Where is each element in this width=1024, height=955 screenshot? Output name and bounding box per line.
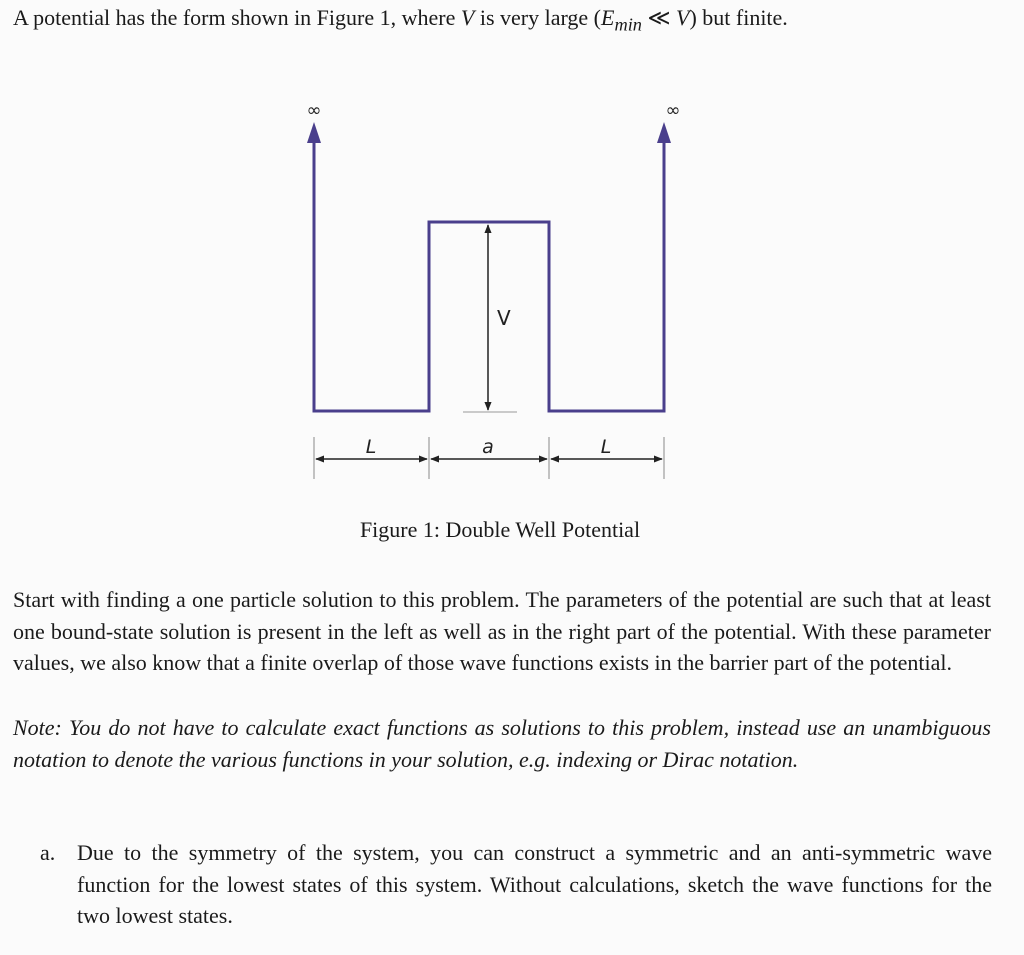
e-subscript: min <box>614 14 642 35</box>
right-wall-arrowhead <box>657 122 671 143</box>
potential-outline <box>314 135 664 411</box>
barrier-height-label: V <box>497 306 511 330</box>
var-v-second: V <box>675 5 690 30</box>
list-item <box>40 837 992 932</box>
note-paragraph: Note: You do not have to calculate exact functions as solutions to this problem, instead use an unambiguous notation to denote the various functions in your solution, e.g. indexing or Dirac notation. <box>13 715 991 772</box>
list-item-marker: a. <box>40 840 56 865</box>
barrier-width-label: a <box>482 436 494 458</box>
problem-paragraph: Start with finding a one particle solution to this problem. The parameters of the potential are such that at least one bound-state solution is present in the left as well as in the right part of the potential. With these parameter values, we also know that a finite overlap of those wave functions exists in the barrier part of the potential. <box>13 587 991 675</box>
intro-text-after: ) but finite. <box>689 5 788 30</box>
list-item-text: Due to the symmetry of the system, you can construct a symmetric and an anti-symmetric wave function for the lowest states of this system. Without calculations, sketch the wave functions for the two lowest states. <box>77 840 992 928</box>
e-symbol: E <box>601 5 615 30</box>
infinity-right-label: ∞ <box>665 100 681 121</box>
var-v: V <box>460 5 475 30</box>
figure-caption: Figure 1: Double Well Potential <box>359 517 641 542</box>
left-width-label: L <box>365 436 377 458</box>
infinity-left-label: ∞ <box>306 100 322 121</box>
much-less-symbol: ≪ <box>641 5 676 30</box>
right-width-label: L <box>600 436 612 458</box>
intro-text-before: A potential has the form shown in Figure 1, where <box>13 5 461 30</box>
intro-text-mid: is very large ( <box>474 5 601 30</box>
left-wall-arrowhead <box>307 122 321 143</box>
